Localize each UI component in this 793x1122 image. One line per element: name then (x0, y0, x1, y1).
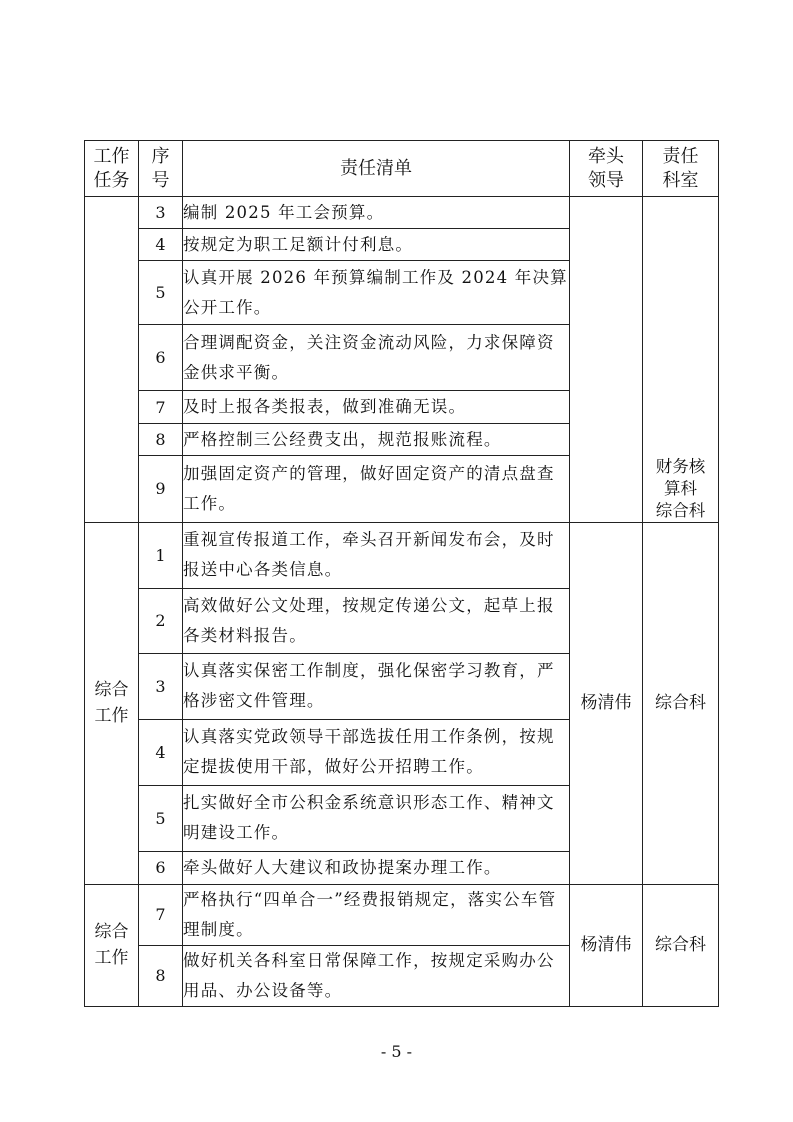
page-number: - 5 - (380, 1042, 413, 1061)
dept-cell: 综合科 (643, 522, 719, 884)
header-leader: 牵头 领导 (570, 141, 643, 197)
header-list: 责任清单 (183, 141, 570, 197)
row-text: 认真开展 2026 年预算编制工作及 2024 年决算公开工作。 (183, 261, 570, 325)
row-number: 7 (139, 391, 183, 424)
row-number: 6 (139, 325, 183, 391)
table-row (85, 884, 719, 945)
responsibility-table (84, 140, 719, 1007)
header-dept: 责任 科室 (643, 141, 719, 197)
dept-cell: 综合科 (643, 884, 719, 1006)
row-text: 高效做好公文处理，按规定传递公文，起草上报各类材料报告。 (183, 588, 570, 653)
row-text: 牵头做好人大建议和政协提案办理工作。 (183, 851, 570, 884)
row-text: 扎实做好全市公积金系统意识形态工作、精神文明建设工作。 (183, 785, 570, 851)
row-text: 严格执行“四单合一”经费报销规定，落实公车管理制度。 (183, 884, 570, 945)
leader-cell: 杨清伟 (570, 522, 643, 884)
row-text: 按规定为职工足额计付利息。 (183, 229, 570, 261)
leader-cell-empty (570, 197, 643, 523)
row-number: 1 (139, 522, 183, 588)
table-row (85, 197, 719, 229)
row-number: 8 (139, 945, 183, 1006)
row-text: 及时上报各类报表，做到准确无误。 (183, 391, 570, 424)
task-cell-empty (85, 197, 139, 523)
dept-cell-empty (643, 197, 719, 456)
row-number: 5 (139, 785, 183, 851)
row-text: 编制 2025 年工会预算。 (183, 197, 570, 229)
table-row (85, 522, 719, 588)
row-number: 4 (139, 229, 183, 261)
row-number: 7 (139, 884, 183, 945)
row-text: 重视宣传报道工作，牵头召开新闻发布会，及时报送中心各类信息。 (183, 522, 570, 588)
row-text: 合理调配资金，关注资金流动风险，力求保障资金供求平衡。 (183, 325, 570, 391)
row-text: 认真落实党政领导干部选拔任用工作条例，按规定提拔使用干部，做好公开招聘工作。 (183, 719, 570, 785)
task-category: 综合 工作 (85, 522, 139, 884)
row-number: 8 (139, 424, 183, 456)
row-number: 2 (139, 588, 183, 653)
row-text: 严格控制三公经费支出，规范报账流程。 (183, 424, 570, 456)
row-text: 加强固定资产的管理，做好固定资产的清点盘查工作。 (183, 456, 570, 523)
header-task: 工作 任务 (85, 141, 139, 197)
task-category: 综合 工作 (85, 884, 139, 1006)
row-text: 认真落实保密工作制度，强化保密学习教育，严格涉密文件管理。 (183, 653, 570, 719)
leader-cell: 杨清伟 (570, 884, 643, 1006)
row-number: 3 (139, 197, 183, 229)
row-text: 做好机关各科室日常保障工作，按规定采购办公用品、办公设备等。 (183, 945, 570, 1006)
row-number: 4 (139, 719, 183, 785)
row-number: 6 (139, 851, 183, 884)
row-number: 9 (139, 456, 183, 523)
row-number: 3 (139, 653, 183, 719)
header-seq: 序 号 (139, 141, 183, 197)
row-number: 5 (139, 261, 183, 325)
dept-cell: 财务核 算科 综合科 (643, 456, 719, 523)
